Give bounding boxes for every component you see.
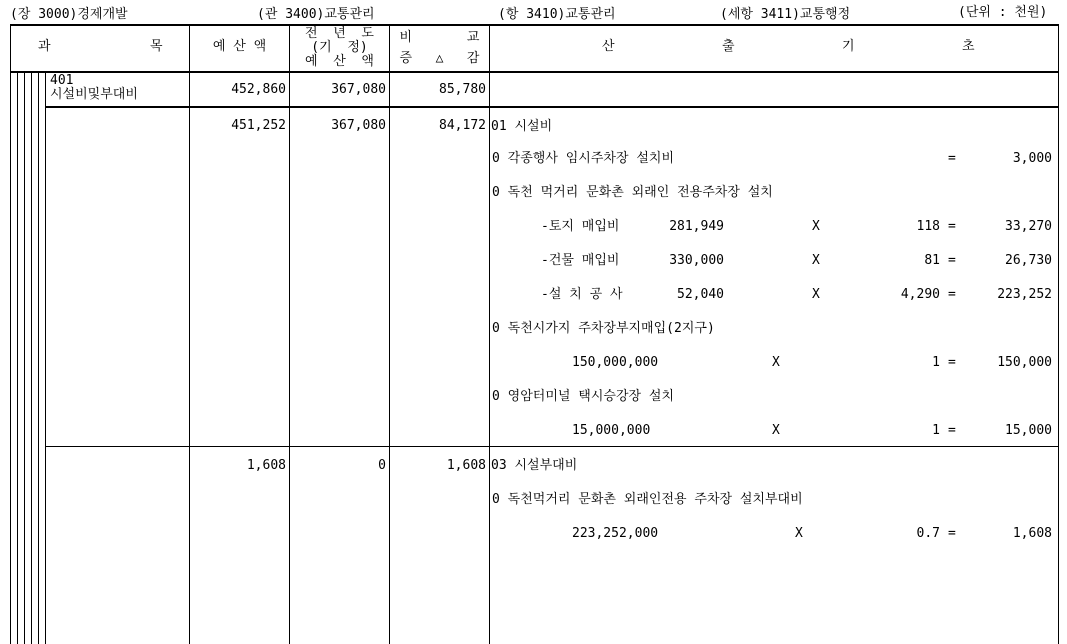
table-right-border — [1058, 24, 1059, 644]
col-divider-diff — [389, 24, 390, 644]
section-budget: 452,860 — [231, 82, 286, 97]
header-compare-1: 비 교 — [399, 30, 480, 45]
basis-line-x: X — [795, 526, 803, 541]
header-basis-2: 출 — [722, 39, 735, 54]
group2-diff: 1,608 — [446, 458, 486, 473]
hang-label: (항 3410)교통관리 — [498, 7, 616, 22]
basis-line-label: 0 독천시가지 주차장부지매입(2지구) — [492, 321, 715, 336]
group2-budget: 1,608 — [246, 458, 286, 473]
basis-line-result: 223,252 — [997, 287, 1052, 302]
header-gwamok-1: 과 — [38, 39, 51, 54]
header-gwamok-2: 목 — [150, 39, 163, 54]
hierarchy-line — [45, 73, 46, 644]
group-divider — [46, 446, 1059, 447]
table-left-border — [10, 24, 11, 644]
header-basis-3: 기 — [842, 39, 855, 54]
header-basis-1: 산 — [602, 39, 615, 54]
header-compare-2: 증 △ 감 — [399, 51, 480, 66]
section-bottom-border — [46, 106, 1059, 108]
unit-label: (단위 : 천원) — [958, 5, 1048, 20]
basis-line-qty: 118 — [916, 219, 940, 234]
basis-line-qty: 1 — [932, 423, 940, 438]
basis-line-label: 0 독천 먹거리 문화촌 외래인 전용주차장 설치 — [492, 185, 773, 200]
group1-title: 01 시설비 — [491, 119, 553, 134]
basis-line-qty: 1 — [932, 355, 940, 370]
basis-line-x: X — [772, 355, 780, 370]
col-divider-prev — [289, 24, 290, 644]
basis-line-amount: 281,949 — [669, 219, 724, 234]
basis-line-eq: = — [948, 253, 956, 268]
group2-title: 03 시설부대비 — [491, 458, 578, 473]
basis-line-eq: = — [948, 287, 956, 302]
header-budget: 예 산 액 — [212, 39, 267, 54]
basis-line-result: 15,000 — [1005, 423, 1052, 438]
basis-line-label: 0 각종행사 임시주차장 설치비 — [492, 151, 675, 166]
col-divider-basis — [489, 24, 490, 644]
hierarchy-line — [38, 73, 39, 644]
section-name: 시설비및부대비 — [50, 87, 138, 102]
basis-line-result: 150,000 — [997, 355, 1052, 370]
basis-line-x: X — [812, 253, 820, 268]
col-divider-budget — [189, 24, 190, 644]
basis-line-x: X — [772, 423, 780, 438]
basis-line-eq: = — [948, 355, 956, 370]
hierarchy-line — [24, 73, 25, 644]
basis-line-result: 1,608 — [1012, 526, 1052, 541]
basis-line-x: X — [812, 287, 820, 302]
header-prev-2: (기 정) — [311, 40, 368, 55]
basis-line-eq: = — [948, 423, 956, 438]
header-prev-3: 예 산 액 — [305, 54, 374, 69]
sehang-label: (세항 3411)교통행정 — [720, 7, 851, 22]
basis-line-label: 0 독천먹거리 문화촌 외래인전용 주차장 설치부대비 — [492, 492, 803, 507]
basis-line-label: -토지 매입비 — [541, 219, 620, 234]
basis-line-eq: = — [948, 526, 956, 541]
basis-line-amount: 150,000,000 — [572, 355, 659, 370]
hierarchy-line — [17, 73, 18, 644]
jang-label: (장 3000)경제개발 — [10, 7, 128, 22]
header-prev-1: 전 년 도 — [305, 26, 374, 41]
hierarchy-line — [31, 73, 32, 644]
gwan-label: (관 3400)교통관리 — [257, 7, 375, 22]
basis-line-result: 26,730 — [1005, 253, 1052, 268]
basis-line-qty: 81 — [924, 253, 940, 268]
group2-prev: 0 — [378, 458, 386, 473]
basis-line-eq: = — [948, 151, 956, 166]
section-prev: 367,080 — [331, 82, 386, 97]
basis-line-x: X — [812, 219, 820, 234]
group1-budget: 451,252 — [231, 118, 286, 133]
basis-line-label: 0 영암터미널 택시승강장 설치 — [492, 389, 675, 404]
basis-line-qty: 0.7 — [916, 526, 940, 541]
table-top-border — [10, 24, 1059, 26]
group1-diff: 84,172 — [439, 118, 486, 133]
basis-line-label: -건물 매입비 — [541, 253, 620, 268]
group1-prev: 367,080 — [331, 118, 386, 133]
section-diff: 85,780 — [439, 82, 486, 97]
section-code: 401 — [50, 73, 74, 88]
basis-line-amount: 52,040 — [677, 287, 724, 302]
header-basis-4: 초 — [962, 39, 975, 54]
header-bottom-border — [10, 71, 1059, 73]
basis-line-amount: 15,000,000 — [572, 423, 651, 438]
basis-line-amount: 223,252,000 — [572, 526, 659, 541]
basis-line-qty: 4,290 — [900, 287, 940, 302]
basis-line-amount: 330,000 — [669, 253, 724, 268]
basis-line-result: 33,270 — [1005, 219, 1052, 234]
basis-line-result: 3,000 — [1012, 151, 1052, 166]
basis-line-eq: = — [948, 219, 956, 234]
basis-line-label: -설 치 공 사 — [541, 287, 623, 302]
